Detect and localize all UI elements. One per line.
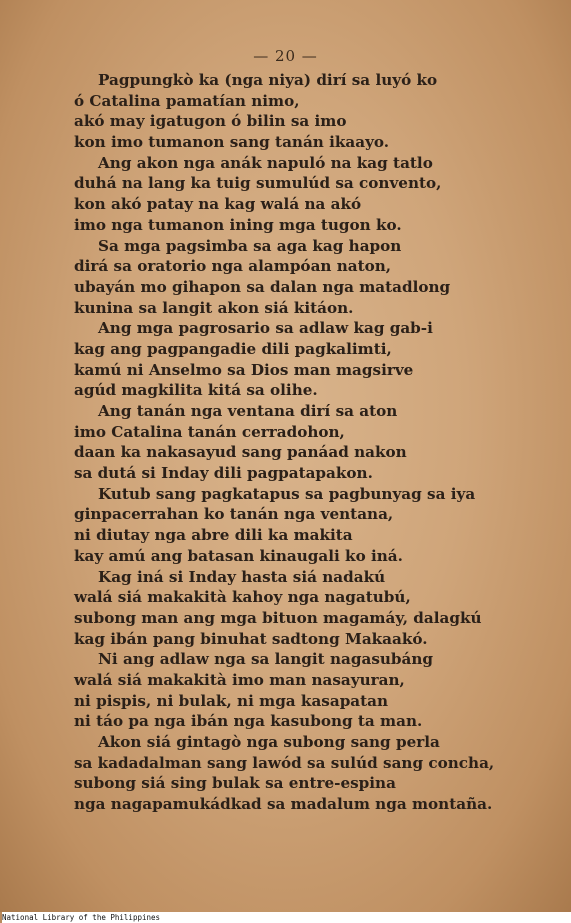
poem-line: Kag iná si Inday hasta siá nadakú [98, 567, 386, 586]
poem-body [74, 70, 534, 815]
poem-line: ó Catalina pamatían nimo, [74, 91, 300, 110]
poem-line: Akon siá gintagò nga subong sang perla [98, 733, 440, 751]
poem-line: dirá sa oratorio nga alampóan naton, [74, 257, 392, 276]
poem-line: duhá na lang ka tuig sumulúd sa convento, [74, 174, 442, 193]
poem-line: Ang tanán nga ventana dirí sa aton [98, 402, 398, 420]
poem-line: nga nagapamukádkad sa madalum nga montaña. [74, 795, 493, 814]
poem-line: kon akó patay na kag walá na akó [74, 195, 362, 214]
poem-line: Kutub sang pagkatapus sa pagbunyag sa iya [98, 484, 476, 503]
poem-line: kay amú ang batasan kinaugali ko iná. [74, 546, 403, 565]
poem-line: ubayán mo gihapon sa dalan nga matadlong [74, 277, 451, 296]
poem-line: akó may igatugon ó bilin sa imo [74, 112, 347, 131]
poem-line: imo Catalina tanán cerradohon, [74, 422, 345, 441]
poem-line: Ni ang adlaw nga sa langit nagasubáng [98, 650, 434, 669]
poem-line: kunina sa langit akon siá kitáon. [74, 298, 354, 317]
poem-line: imo nga tumanon ining mga tugon ko. [74, 215, 402, 234]
poem-line: sa dutá si Inday dili pagpatapakon. [74, 464, 373, 483]
poem-line: ni pispis, ni bulak, ni mga kasapatan [74, 691, 389, 710]
poem-line: sa kadadalman sang lawód sa sulúd sang concha, [74, 753, 495, 772]
poem-line: Ang akon nga anák napuló na kag tatlo [98, 153, 433, 172]
poem-line: ni táo pa nga ibán nga kasubong ta man. [74, 712, 423, 731]
poem-line: walá siá makakità imo man nasayuran, [74, 670, 405, 689]
poem-line: daan ka nakasayud sang panáad nakon [74, 443, 407, 462]
poem-line: agúd magkilita kitá sa olihe. [74, 381, 318, 400]
poem-line: walá siá makakità kahoy nga nagatubú, [74, 588, 411, 607]
poem-line: ni diutay nga abre dili ka makita [74, 526, 353, 545]
page-number: — 20 — [253, 47, 318, 65]
library-credit: National Library of the Philippines [2, 912, 571, 923]
poem-line: Pagpungkò ka (nga niya) dirí sa luyó ko [98, 71, 438, 89]
poem-line: kon imo tumanon sang tanán ikaayo. [74, 133, 390, 152]
poem-line: kag ang pagpangadie dili pagkalimti, [74, 339, 392, 358]
poem-line: subong siá sing bulak sa entre-espina [74, 774, 396, 793]
poem-line: subong man ang mga bituon magamáy, dalagkú [74, 608, 482, 627]
poem-line: kag ibán pang binuhat sadtong Makaakó. [74, 629, 428, 648]
poem-line: Ang mga pagrosario sa adlaw kag gab-i [98, 319, 433, 338]
poem-line: Sa mga pagsimba sa aga kag hapon [98, 236, 402, 255]
poem-line: kamú ni Anselmo sa Dios man magsirve [74, 360, 414, 379]
poem-line: ginpacerrahan ko tanán nga ventana, [74, 505, 394, 524]
